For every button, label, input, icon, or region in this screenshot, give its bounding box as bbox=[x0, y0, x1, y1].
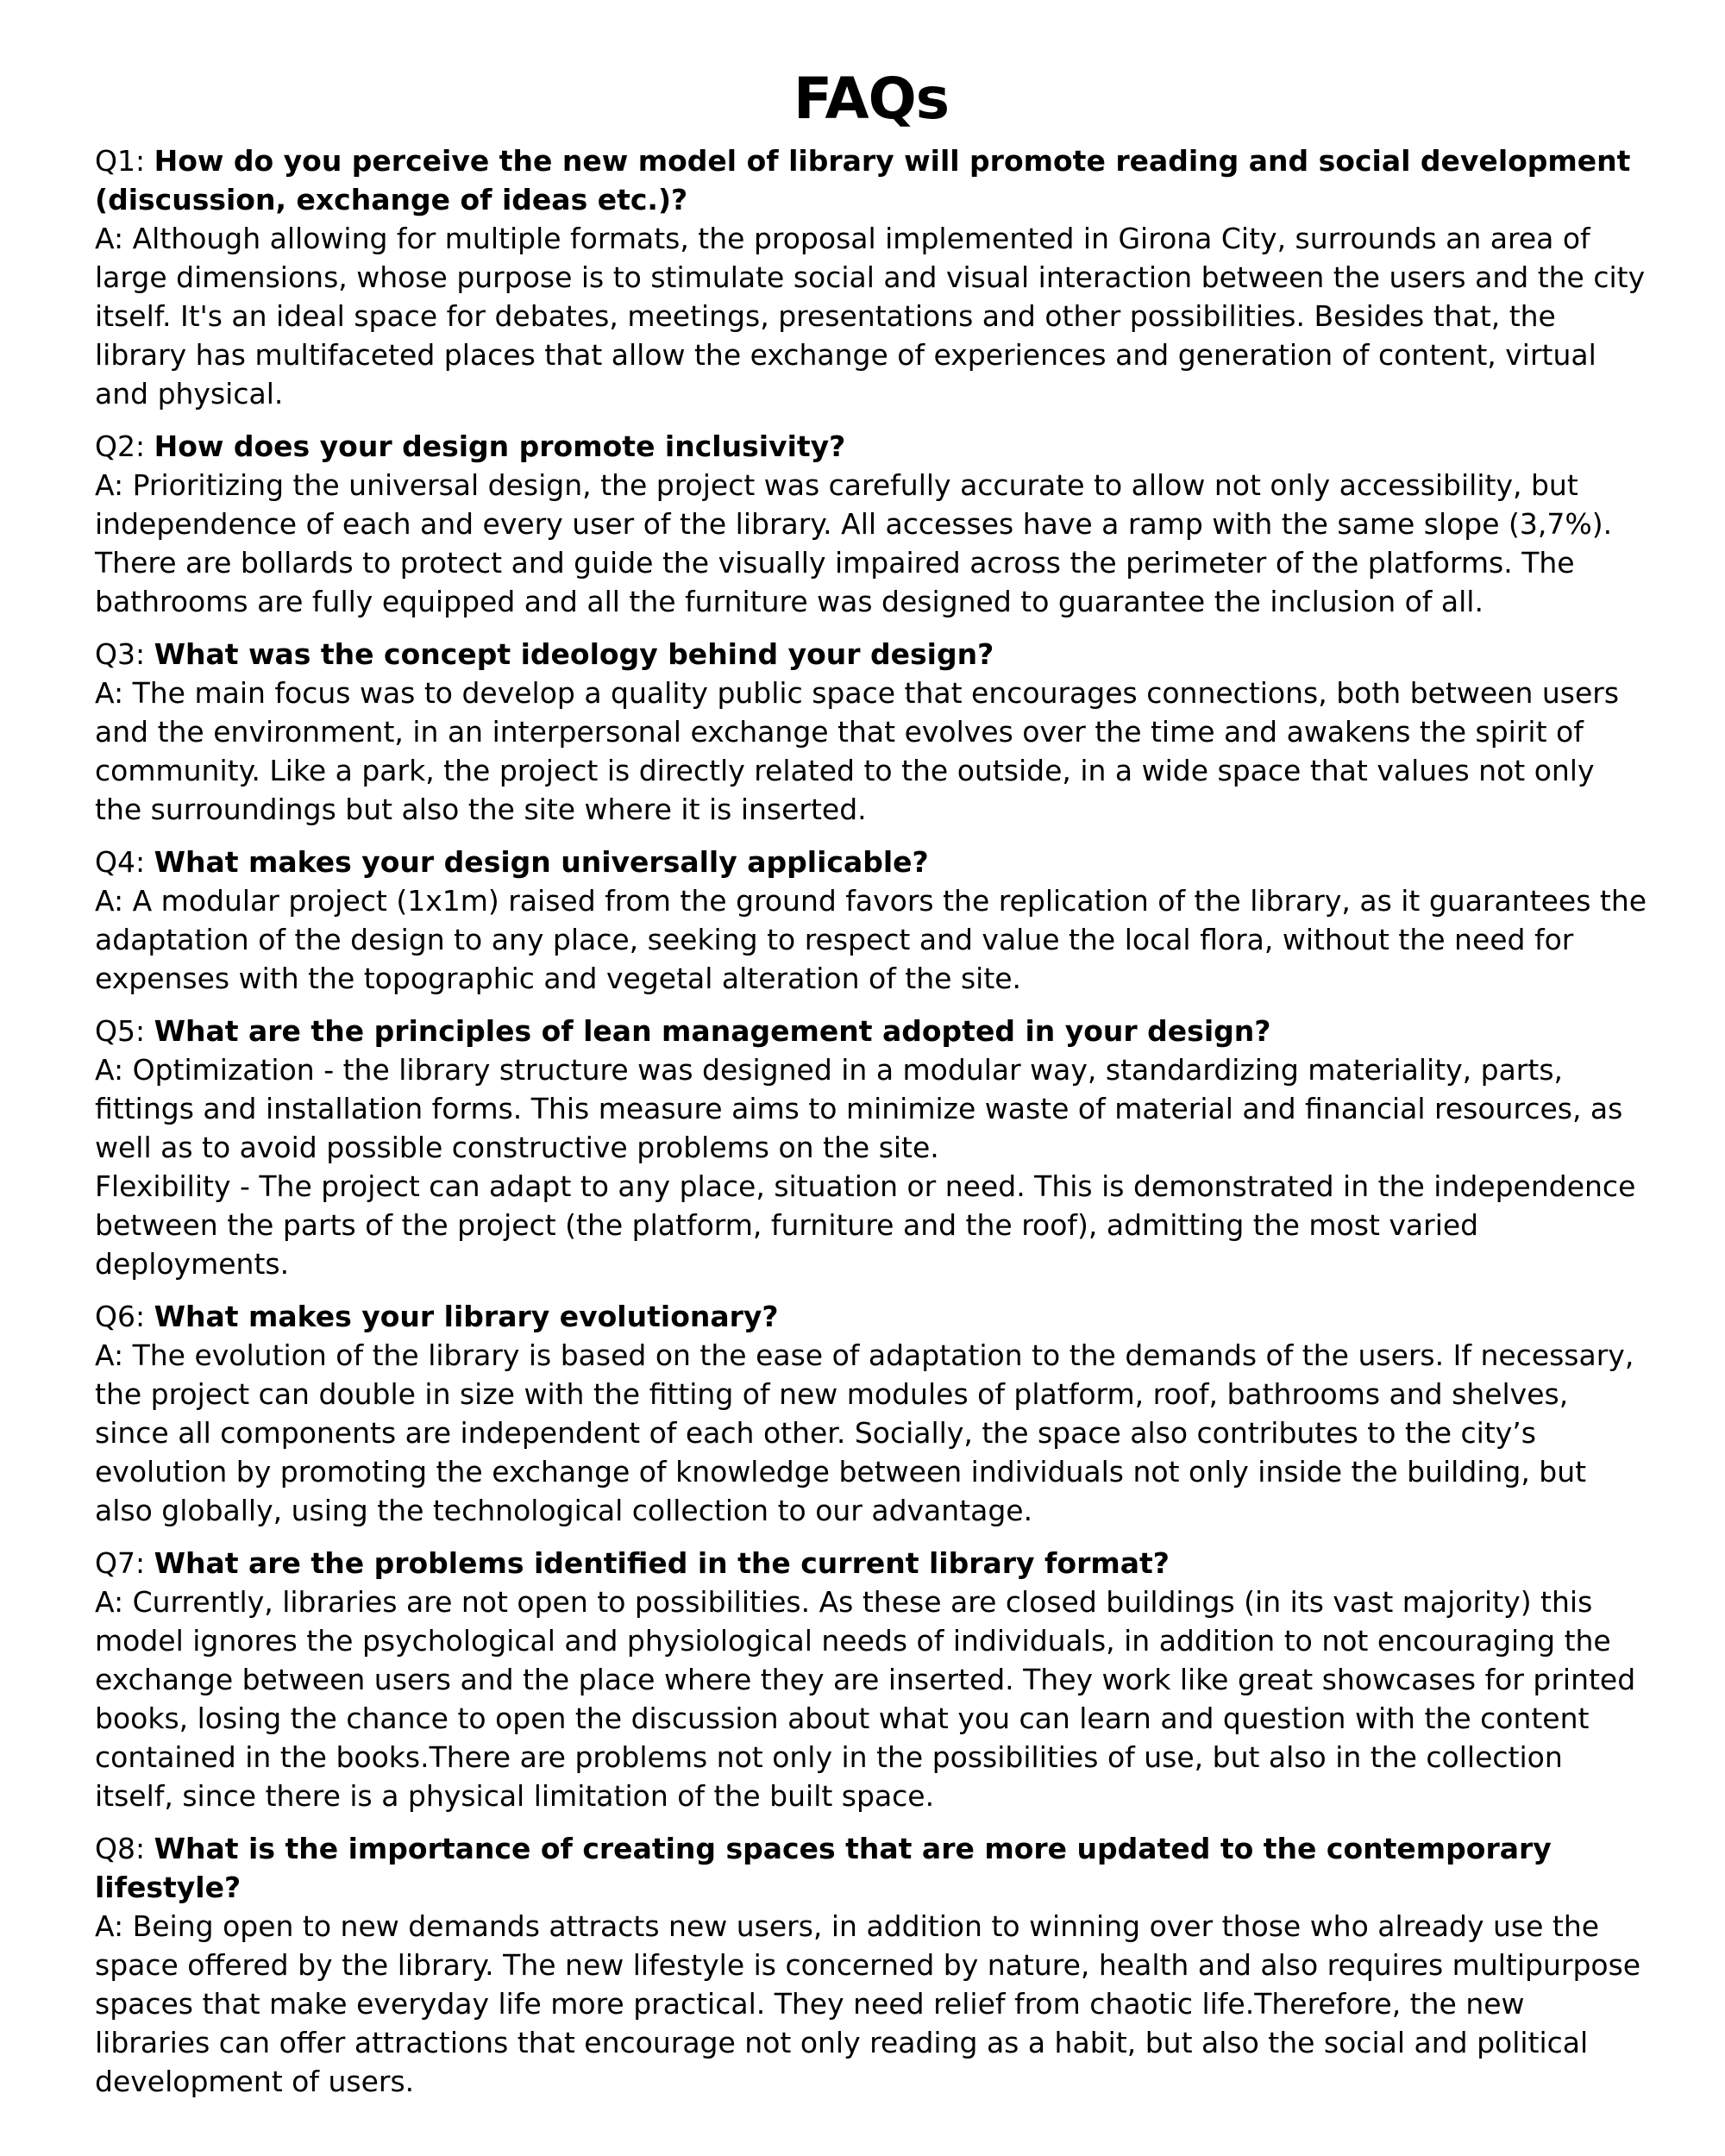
faq-question bbox=[95, 427, 1647, 466]
faq-answer-paragraph: A: Optimization - the library structure was designed in a modular way, standardizing materiality, parts, fittings and installation forms. This measure aims to minimize waste of material and financial resources, as well as to avoid possible constructive problems on the site. bbox=[95, 1053, 1623, 1164]
question-text: How does your design promote inclusivity? bbox=[154, 429, 846, 463]
faq-item bbox=[95, 843, 1647, 998]
faq-answer-paragraph: A: A modular project (1x1m) raised from the ground favors the replication of the library, as it guarantees the adaptation of the design to any place, seeking to respect and value the local flora, without the need for expenses with the topographic and vegetal alteration of the site. bbox=[95, 884, 1647, 995]
faq-item bbox=[95, 1297, 1647, 1530]
question-text: What are the principles of lean management adopted in your design? bbox=[154, 1014, 1271, 1048]
faq-answer-paragraph: A: Currently, libraries are not open to possibilities. As these are closed buildings (in its vast majority) this model ignores the psychological and physiological needs of individuals, in addition to not encouraging the exchange between users and the place where they are inserted. They work like great showcases for printed books, losing the chance to open the discussion about what you can learn and question with the content contained in the books.There are problems not only in the possibilities of use, but also in the collection itself, since there is a physical limitation of the built space. bbox=[95, 1585, 1636, 1813]
question-text: What are the problems identified in the current library format? bbox=[154, 1546, 1170, 1580]
question-number: Q2: bbox=[95, 429, 146, 463]
page-title: FAQs bbox=[794, 66, 949, 132]
faq-item bbox=[95, 1544, 1647, 1815]
question-number: Q5: bbox=[95, 1014, 146, 1048]
faq-answer-paragraph: A: Although allowing for multiple formats, the proposal implemented in Girona City, surrounds an area of large dimensions, whose purpose is to stimulate social and visual interaction between the users and the city itself. It's an ideal space for debates, meetings, presentations and other possibilities. Besides that, the library has multifaceted places that allow the exchange of experiences and generation of content, virtual and physical. bbox=[95, 222, 1646, 411]
faq-list bbox=[95, 141, 1647, 2101]
faq-item bbox=[95, 635, 1647, 829]
faq-question bbox=[95, 1829, 1647, 1907]
question-number: Q6: bbox=[95, 1300, 146, 1333]
faq-question bbox=[95, 1012, 1647, 1050]
question-text: What was the concept ideology behind your design? bbox=[154, 637, 994, 671]
faq-item bbox=[95, 1829, 1647, 2101]
question-number: Q3: bbox=[95, 637, 146, 671]
faq-question bbox=[95, 635, 1647, 674]
question-text: What makes your library evolutionary? bbox=[154, 1300, 779, 1333]
question-number: Q8: bbox=[95, 1832, 146, 1865]
faq-question bbox=[95, 843, 1647, 881]
faq-item bbox=[95, 141, 1647, 413]
faq-question bbox=[95, 1544, 1647, 1583]
faq-question bbox=[95, 141, 1647, 219]
question-number: Q1: bbox=[95, 144, 146, 178]
faq-answer-paragraph: A: The evolution of the library is based on the ease of adaptation to the demands of the users. If necessary, the project can double in size with the fitting of new modules of platform, roof, bathrooms and shelves, since all components are independent of each other. Socially, the space also contributes to the city’s evolution by promoting the exchange of knowledge between individuals not only inside the building, but also globally, using the technological collection to our advantage. bbox=[95, 1338, 1634, 1527]
question-number: Q4: bbox=[95, 845, 146, 879]
faq-item bbox=[95, 1012, 1647, 1283]
question-text: How do you perceive the new model of library will promote reading and social development (discussion, exchange of ideas etc.)? bbox=[95, 144, 1631, 216]
faq-answer-paragraph: A: Prioritizing the universal design, the project was carefully accurate to allow not only accessibility, but independence of each and every user of the library. All accesses have a ramp with the same slope (3,7%). There are bollards to protect and guide the visually impaired across the perimeter of the platforms. The bathrooms are fully equipped and all the furniture was designed to guarantee the inclusion of all. bbox=[95, 468, 1613, 618]
question-text: What is the importance of creating spaces that are more updated to the contemporary lifestyle? bbox=[95, 1832, 1552, 1904]
question-number: Q7: bbox=[95, 1546, 146, 1580]
question-text: What makes your design universally applicable? bbox=[154, 845, 929, 879]
faq-answer-paragraph: A: The main focus was to develop a quality public space that encourages connections, both between users and the environment, in an interpersonal exchange that evolves over the time and awakens the spirit of community. Like a park, the project is directly related to the outside, in a wide space that values not only the surroundings but also the site where it is inserted. bbox=[95, 676, 1620, 826]
faq-item bbox=[95, 427, 1647, 621]
faq-page bbox=[95, 66, 1647, 2115]
faq-answer-paragraph: Flexibility - The project can adapt to any place, situation or need. This is demonstrated in the independence between the parts of the project (the platform, furniture and the roof), admitting the most varied deployments. bbox=[95, 1169, 1636, 1281]
faq-question bbox=[95, 1297, 1647, 1336]
faq-answer-paragraph: A: Being open to new demands attracts new users, in addition to winning over those who already use the space offered by the library. The new lifestyle is concerned by nature, health and also requires multipurpose spaces that make everyday life more practical. They need relief from chaotic life.Therefore, the new libraries can offer attractions that encourage not only reading as a habit, but also the social and political development of users. bbox=[95, 1909, 1641, 2098]
